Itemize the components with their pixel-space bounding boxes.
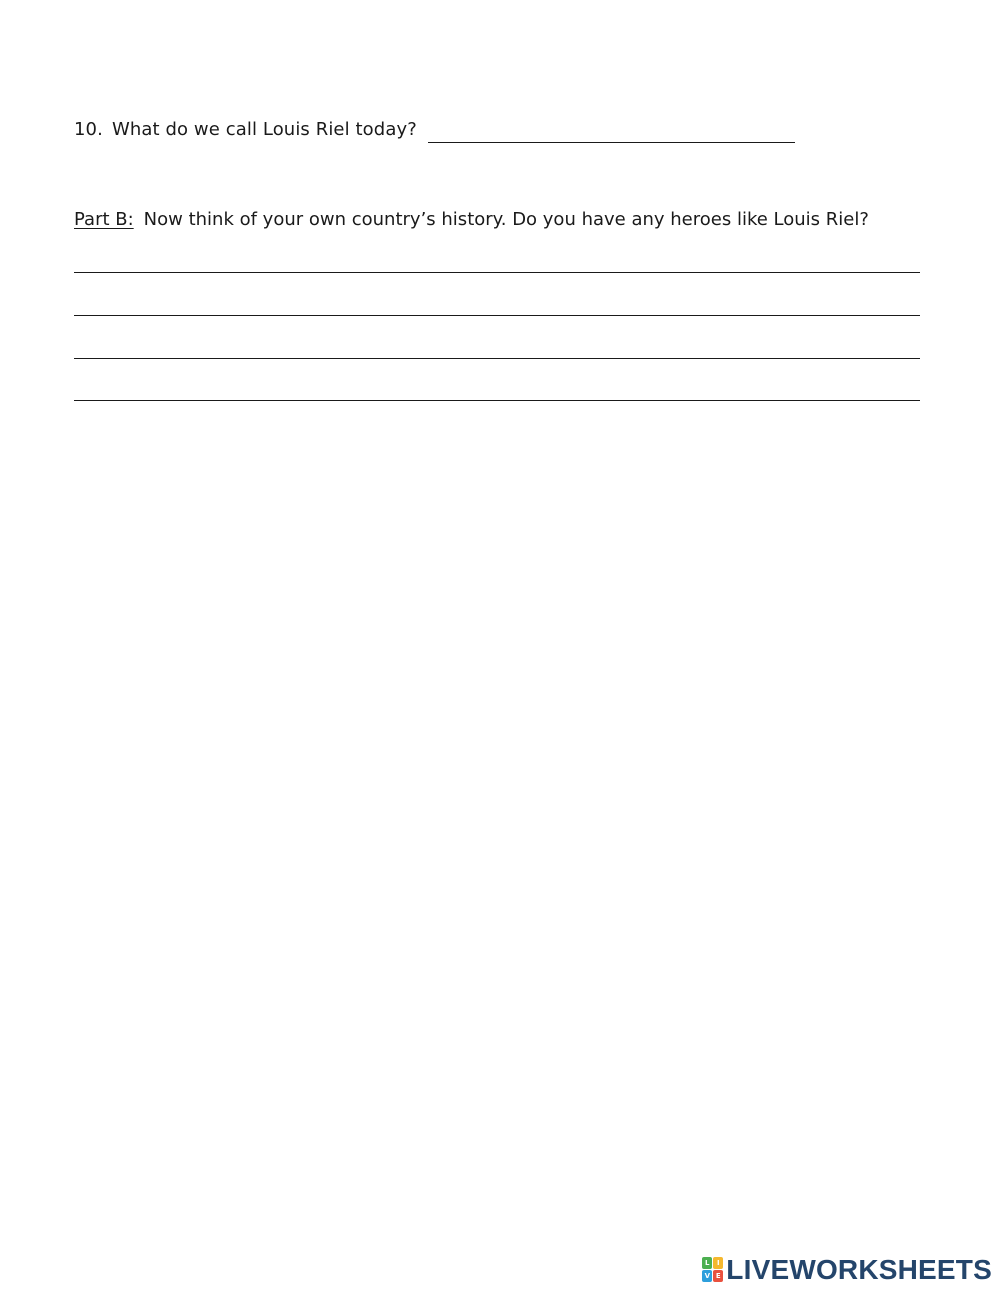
- logo-tile-e: E: [713, 1270, 723, 1282]
- question-number: 10.: [74, 119, 103, 140]
- part-b-answer-line[interactable]: [74, 358, 920, 359]
- logo-tile-l: L: [702, 1257, 712, 1269]
- part-b-answer-line[interactable]: [74, 272, 920, 273]
- logo-tile-v: V: [702, 1270, 712, 1282]
- part-b-label: Part B:: [74, 209, 134, 230]
- part-b-answer-line[interactable]: [74, 400, 920, 401]
- question-10-answer-field[interactable]: [428, 142, 795, 143]
- logo-tile-i: I: [713, 1257, 723, 1269]
- part-b-answer-line[interactable]: [74, 315, 920, 316]
- part-b-text: Now think of your own country’s history. Do you have any heroes like Louis Riel?: [143, 209, 869, 230]
- question-text: What do we call Louis Riel today?: [111, 119, 417, 140]
- brand-wordmark: LIVEWORKSHEETS: [726, 1254, 992, 1285]
- question-10: [74, 119, 417, 140]
- part-b-prompt: [74, 209, 869, 230]
- liveworksheets-brand: [702, 1255, 992, 1285]
- liveworksheets-logo-icon: [702, 1257, 724, 1283]
